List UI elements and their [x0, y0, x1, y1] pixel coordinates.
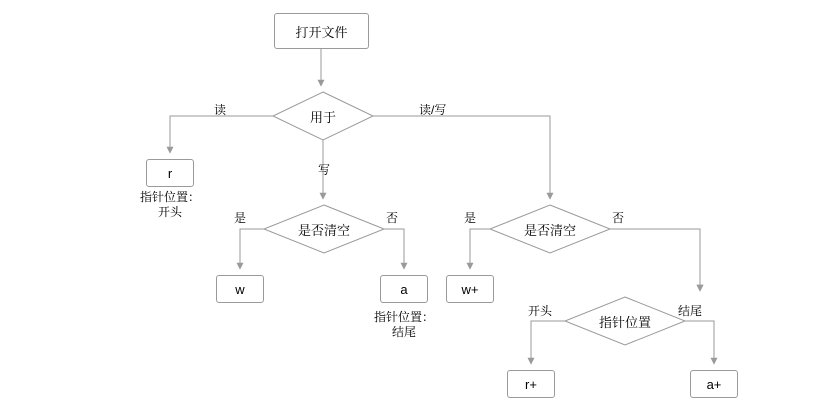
node-mode-r-plus[interactable]	[507, 370, 555, 398]
edge-label-read: 读	[214, 103, 227, 117]
node-clear-check-readwrite[interactable]	[490, 205, 610, 253]
edge-label-yes-readwrite: 是	[464, 211, 477, 225]
node-label: w	[235, 281, 245, 297]
node-clear-check-write[interactable]	[264, 205, 384, 253]
node-label: 是否清空	[523, 222, 576, 238]
edge-label-write: 写	[318, 163, 331, 177]
edge-label-end: 结尾	[678, 304, 703, 318]
node-label: 打开文件	[295, 24, 348, 40]
annotation-r-pointer	[117, 190, 223, 220]
edge-label-yes-write: 是	[234, 211, 247, 225]
edge-label-read-write: 读/写	[419, 103, 447, 117]
node-label: a+	[706, 376, 722, 392]
node-mode-r[interactable]	[146, 159, 194, 187]
annotation-text: 指针位置： 结尾	[373, 310, 434, 339]
node-open-file[interactable]	[274, 13, 369, 49]
annotation-a-pointer	[351, 310, 457, 340]
node-mode-a-plus[interactable]	[690, 370, 738, 398]
edge-label-no-write: 否	[386, 211, 399, 225]
node-pointer-position[interactable]	[565, 297, 685, 345]
edge-label-no-readwrite: 否	[612, 211, 625, 225]
node-label: 用于	[309, 109, 336, 125]
node-label: 是否清空	[297, 222, 350, 238]
node-mode-w-plus[interactable]	[446, 275, 494, 303]
node-label: w+	[461, 281, 479, 297]
node-label: r	[167, 165, 173, 181]
edge-label-start: 开头	[528, 304, 553, 318]
node-label: r+	[525, 376, 537, 392]
node-label: a	[400, 281, 408, 297]
node-mode-w[interactable]	[216, 275, 264, 303]
node-label: 指针位置	[598, 314, 651, 330]
annotation-text: 指针位置： 开头	[139, 190, 200, 219]
node-mode-a[interactable]	[380, 275, 428, 303]
node-use-for[interactable]	[273, 92, 373, 140]
